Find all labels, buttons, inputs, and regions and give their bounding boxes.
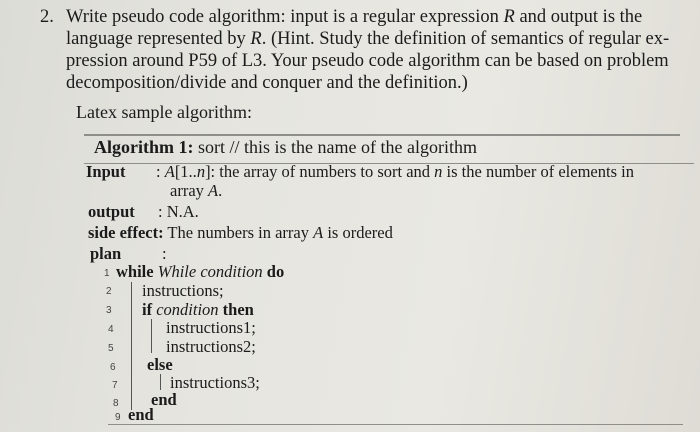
question-line-4: decomposition/divide and conquer and the definition.) (66, 73, 468, 93)
line-number: 8 (113, 398, 119, 409)
sample-label: Latex sample algorithm: (76, 102, 252, 122)
line-number: 1 (104, 268, 110, 279)
code-line-else: else (147, 355, 173, 374)
code-line-instructions: instructions; (142, 281, 224, 300)
plan-label: plan (90, 244, 122, 263)
line-number: 3 (106, 305, 112, 316)
code-line-instructions3: instructions3; (170, 373, 260, 392)
code-line-if: if condition then (142, 300, 254, 319)
algorithm-bottom-rule (108, 424, 683, 425)
line-number: 2 (106, 286, 112, 297)
line-number: 6 (110, 362, 116, 373)
question-line-3: pression around P59 of L3. Your pseudo code algorithm can be based on problem (66, 51, 669, 71)
while-scope-bar (131, 282, 132, 410)
line-number: 5 (108, 343, 114, 354)
input-label: Input (86, 162, 126, 181)
code-line-while: while While condition do (116, 262, 285, 281)
code-line-instructions2: instructions2; (166, 337, 256, 356)
side-effect: side effect: The numbers in array A is ordered (88, 223, 393, 242)
algorithm-title (94, 137, 477, 158)
algorithm-title-label: Algorithm 1: (94, 137, 194, 157)
output-description: : N.A. (158, 202, 199, 221)
line-number: 7 (112, 380, 118, 391)
algorithm-title-text: sort // this is the name of the algorithm (197, 137, 477, 157)
input-description-line-2: array A. (170, 181, 223, 200)
code-line-end-while: end (128, 405, 154, 424)
line-number: 4 (108, 324, 114, 335)
plan-colon: : (162, 244, 167, 263)
if-scope-bar (151, 319, 152, 353)
code-line-instructions1: instructions1; (166, 318, 256, 337)
line-number: 9 (115, 412, 121, 423)
output-label: output (88, 202, 135, 221)
else-scope-bar (160, 374, 161, 390)
question-line-1: Write pseudo code algorithm: input is a regular expression R and output is the (66, 7, 643, 27)
question-number: 2. (40, 7, 54, 27)
input-description-line-1: : A[1..n]: the array of numbers to sort and n is the number of elements in (156, 162, 634, 181)
question-line-2: language represented by R. (Hint. Study the definition of semantics of regular ex- (66, 29, 670, 49)
code-line-end-if: end (151, 390, 177, 409)
algorithm-top-rule (84, 134, 680, 136)
